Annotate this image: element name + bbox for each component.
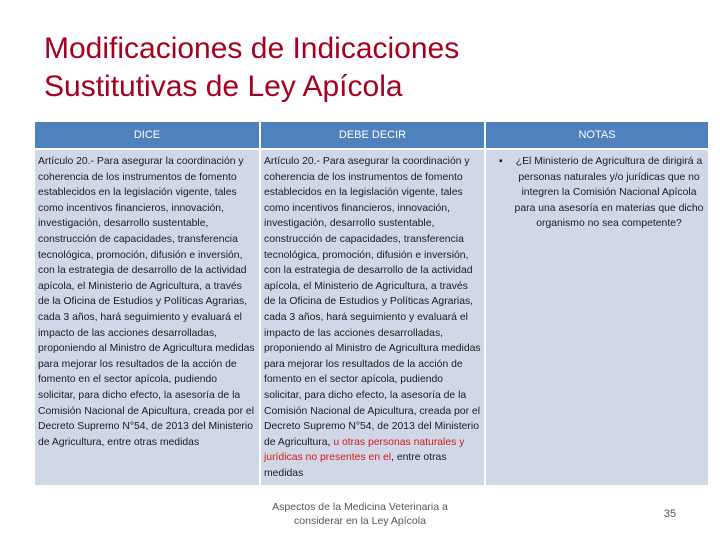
dice-article-body: Para asegurar la coordinación y coherencia de los instrumentos de fomento establecidos en la legislación vigente, tales como incentivos financieros, innovación, investigación, desarrollo sustentable, construcción de capacidades, transferencia tecnológica, promoción, difusión e inversión, con la estrategia de desarrollo de la actividad apícola, el Ministerio de Agricultura, a través de la Oficina de Estudios y Políticas Agrarias, cada 3 años, hará seguimiento y evaluará el impacto de las acciones desarrolladas, proponiendo al Ministro de Agricultura medidas para mejorar los resultados de la acción de fomento en el sector apícola, pudiendo solicitar, para dicho efecto, la asesoría de la Comisión Nacional de Apicultura, creada por el Decreto Supremo N°54, de 2013 del Ministerio de Agricultura, entre otras medidas [38,156,255,448]
debe-decir-added-text: u otras personas naturales y jurídicas no presentes en el [264,436,465,464]
slide-title-line-2: Sustitutivas de Ley Apícola [44,70,403,103]
header-debe-decir: DEBE DECIR [260,122,485,149]
footer-caption: Aspectos de la Medicina Veterinaria a considerar en la Ley Apícola [272,501,448,527]
table-row [35,149,708,485]
debe-decir-article-tail: , entre otras medidas [264,452,447,479]
list-item [499,154,705,232]
debe-decir-article-body: Para asegurar la coordinación y coherencia de los instrumentos de fomento establecidos en la legislación vigente, tales como incentivos financieros, innovación, investigación, desarrollo sustentable, construcción de capacidades, transferencia tecnológica, promoción, difusión e inversión, con la estrategia de desarrollo de la actividad apícola, el Ministerio de Agricultura, a través de la Oficina de Estudios y Políticas Agrarias, cada 3 años, hará seguimiento y evaluará el impacto de las acciones desarrolladas, proponiendo al Ministro de Agricultura medidas para mejorar los resultados de la acción de fomento en el sector apícola, pudiendo solicitar, para dicho efecto, la asesoría de la Comisión Nacional de Apicultura, creada por el Decreto Supremo N°54, de 2013 del Ministerio de Agricultura, [264,156,481,448]
dice-article-lead: Artículo 20.- [38,156,95,167]
comparison-table [35,122,708,485]
page-number: 35 [663,508,677,520]
debe-decir-article-lead: Artículo 20.- [264,156,321,167]
notes-list [489,154,705,232]
cell-dice [35,149,260,485]
note-text: ¿El Ministerio de Agricultura de dirigirá a personas naturales y/o jurídicas que no integren la Comisión Nacional Apícola para una asesoría en materias que dicho organismo no sea competente? [514,156,704,230]
square-bullet-icon: ▪ [499,156,503,167]
header-dice: DICE [35,122,260,149]
table-header-row [35,122,708,149]
header-notas: NOTAS [485,122,708,149]
slide-title-line-1: Modificaciones de Indicaciones [44,32,460,65]
slide-title [44,30,684,106]
cell-notas [485,149,708,485]
cell-debe-decir [260,149,485,485]
